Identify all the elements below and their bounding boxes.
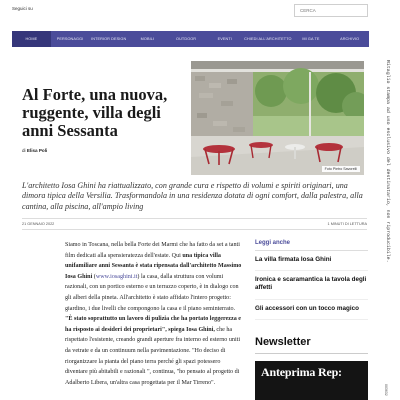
related-articles [255, 240, 368, 320]
promo-text: Anteprima Rep: [261, 365, 342, 379]
photo-caption: Foto Pietro Savorelli [322, 166, 360, 172]
nav-item-archivio[interactable]: ARCHIVIO [340, 37, 360, 41]
body-text-segment: ( [92, 273, 96, 280]
reading-time: 1 MINUTI DI LETTURA [327, 222, 367, 226]
nav-item-outdoor[interactable]: OUTDOOR [176, 37, 197, 41]
newsletter-title: Newsletter [255, 336, 368, 354]
hero-photo [191, 61, 364, 175]
article-byline [22, 148, 47, 153]
clipping-code [384, 383, 394, 399]
clipping-notice [383, 60, 395, 390]
newsletter-promo-banner[interactable] [255, 361, 368, 400]
nav-item-chiedi-architetto[interactable]: CHIEDI ALL'ARCHITETTO [244, 37, 292, 41]
nav-item-mi-ga-te[interactable]: MI GA TE [302, 37, 320, 41]
villa-photo-image [191, 61, 364, 175]
related-title: Leggi anche [255, 240, 368, 251]
newsletter-box [255, 336, 368, 400]
body-text-segment-bold: "È stato soprattutto un lavoro di pulizia che ha portato leggerezza e ha risposto ai desideri dei proprietari", spiega Iosa Ghini, [65, 316, 241, 333]
related-link[interactable]: La villa firmata Iosa Ghini [255, 251, 368, 271]
body-text-segment: Siamo in Toscana, nella bella Forte dei Marmi che ha fatto da set a tanti film dedicati alla spensieratezza dell'estate. Qui [65, 242, 240, 259]
nav-item-mobili[interactable]: MOBILI [140, 37, 155, 41]
publish-date: 21 GENNAIO 2022 [22, 222, 55, 226]
author-name[interactable]: Elisa Poli [26, 148, 48, 153]
related-link[interactable]: Ironica e scaramantica la tavola degli affetti [255, 271, 368, 299]
byline-prefix: di [22, 148, 26, 153]
clipping-code-text: 003632 [384, 384, 388, 396]
search-input[interactable] [294, 4, 368, 17]
nav-item-eventi[interactable]: EVENTI [217, 37, 232, 41]
article-title: Al Forte, una nuova, ruggente, villa degli anni Sessanta [22, 85, 168, 140]
main-nav [12, 31, 369, 47]
follow-label: Seguici su [12, 6, 33, 11]
clipping-notice-text: Ritaglio stampa ad uso esclusivo del destinatario, non riproducibile. [385, 60, 390, 263]
article-meta [22, 218, 367, 230]
article-body [65, 240, 243, 388]
body-text-segment: che ha rispettato l'esistente, creando grandi aperture fra interno ed esterno uniti da vetrate e da un continuum nella pavimentazione. "Ho deciso di riorganizzare la pianta del piano terra perché gli spazi potessero diventare più abitabili e razionali ", continua, "ho pensato al progetto di Adalberto Libera, un'altra casa progettata per il Mar Tirreno". [65, 326, 241, 386]
nav-item-personaggi[interactable]: PERSONAGGI [56, 37, 84, 41]
article-lead: L'architetto Iosa Ghini ha riattualizzato, con grande cura e rispetto di volumi e spiriti originari, una dimora tipica della Versilia. Trasformandola in una residenza dotata di ogni comfort, dalla palestra, alla cantina, alla piscina, all'ampio living [22, 181, 363, 211]
nav-item-interior-design[interactable]: INTERIOR DESIGN [91, 37, 127, 41]
architect-website-link[interactable]: www.iosaghini.it [95, 273, 138, 280]
body-text-segment: ) la casa, dalla struttura con volumi razionali, con un portico esterno e un terrazzo coperto, è in dialogo con gli alberi della pineta. All'architetto è stato affidato l'intero progetto: giardino, i due livelli che compongono la casa e il piano seminterrato. [65, 273, 239, 312]
nav-item-home[interactable]: HOME [12, 31, 51, 47]
top-bar [0, 0, 400, 26]
related-link[interactable]: Gli accessori con un tocco magico [255, 300, 368, 320]
body-text-segment-bold: una tipica villa unifamiliare anni Sessanta è stata ripensata dall'architetto Massimo Iosa Ghini [65, 252, 242, 280]
